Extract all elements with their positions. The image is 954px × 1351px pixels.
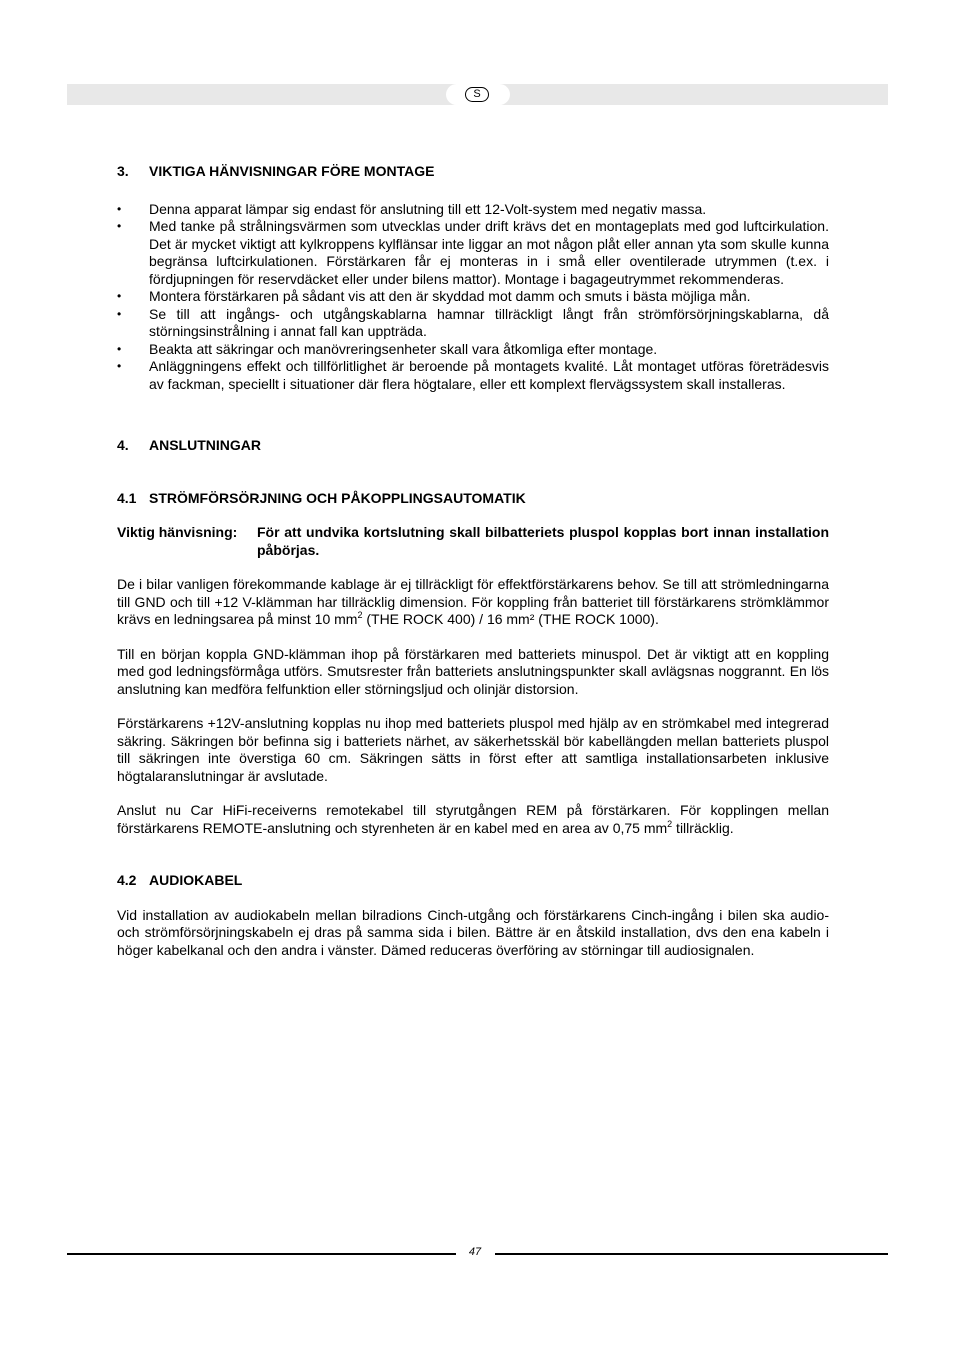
list-item: • Montera förstärkaren på sådant vis att den är skyddad mot damm och smuts i bästa möjliga mån. xyxy=(117,288,751,304)
list-item: • Anläggningens effekt och tillförlitlighet är beroende på montagets kvalité. Låt montaget utföras företrädesvis av fackman, speciellt i situationer där flera högtalare, eller ett komplext flervägssystem skall installeras. xyxy=(117,358,829,392)
bullet-icon: • xyxy=(117,359,122,373)
page-number: 47 xyxy=(468,1246,482,1258)
paragraph-audio-cable: Vid installation av audiokabeln mellan bilradions Cinch-utgång och förstärkarens Cinch-ingång i bilen ska audio- och strömförsörjningskabeln ej dras på samma sida i bilen. Bättre är en åtskild installation, dvs den ena kabeln i höger kabelkanal och den andra i vänster. Dämed reduceras överföring av störningar till audiosignalen. xyxy=(117,906,829,958)
list-item: • Se till att ingångs- och utgångskablarna hamnar tillräckligt långt från strömförsörjningskablarna, då störningsinstrålning i annat fall kan uppträda. xyxy=(117,305,829,339)
bullet-icon: • xyxy=(117,201,122,216)
bullet-icon: • xyxy=(117,341,122,356)
montage-bullet-list xyxy=(117,201,829,394)
section-heading-4: 4. ANSLUTNINGAR xyxy=(117,437,261,453)
language-badge: S xyxy=(465,87,489,102)
footer-rule-right xyxy=(495,1253,888,1255)
list-item: • Beakta att säkringar och manövreringsenheter skall vara åtkomliga efter montage. xyxy=(117,340,658,357)
paragraph-12v-connection: Förstärkarens +12V-anslutning kopplas nu ihop med batteriets pluspol med hjälp av en strömkabel med integrerad säkring. Säkringen bör befinna sig i batteriets närhet, av säkerhetsskäl bör kabellängden mellan batteriets pluspol till säkringen inte överstiga 60 cm. Säkringen sätts in först efter att samtliga installationsarbeten inklusive högtalaranslutningar är avslutade. xyxy=(117,715,829,784)
list-item: • Med tanke på strålningsvärmen som utvecklas under drift krävs det en montageplats med god luftcirkulation. Det är mycket viktigt att kylkroppens kylflänsar inte liggar an mot någon plåt eller annan yta som skulle kunna begränsa luftcirkulationen. Förstärkaren får ej monteras in i små eller oventilerade utrymmen (t.ex. i fördjupningen för reservdäcket eller under bilens mattor). Montage i bagageutrymmet rekommenderas. xyxy=(117,218,829,287)
list-item: • Denna apparat lämpar sig endast för anslutning till ett 12-Volt-system med negativ massa. xyxy=(117,200,707,217)
section-heading-3: 3. VIKTIGA HÄNVISNINGAR FÖRE MONTAGE xyxy=(117,163,435,179)
paragraph-gnd-connection: Till en början koppla GND-klämman ihop på förstärkaren med batteriets minuspol. Det är viktigt att en koppling med god ledningsförmåga utförs. Smutsrester från batteriets anslutningspunkter skall avlägsnas noggrannt. En lös anslutning kan medföra felfunktion eller störningsljud och olinjär distorsion. xyxy=(117,645,829,697)
bullet-icon: • xyxy=(117,289,122,303)
paragraph-remote-connection: Anslut nu Car HiFi-receiverns remotekabel till styrutgången REM på förstärkaren. För kopplingen mellan förstärkarens REMOTE-anslutning och styrenheten är en kabel med en area av 0,75 $mm^2$ tillräcklig. xyxy=(117,802,829,836)
paragraph-cable-dimension: De i bilar vanligen förekommande kablage är ej tillräckligt för effektförstärkarens behov. Se till att strömledningarna till GND och till +12 V-klämman har tillräcklig dimension. För koppling från batteriet till förstärkarens strömklämmor krävs en ledningsarea på minst 10 $mm^2$ (THE ROCK 400) / 16 mm² (THE ROCK 1000). xyxy=(117,576,829,627)
bullet-icon: • xyxy=(117,219,122,233)
footer-rule-left xyxy=(67,1253,456,1255)
page-content xyxy=(117,163,829,959)
bullet-icon: • xyxy=(117,306,122,321)
important-note: Viktig hänvisning: För att undvika kortslutning skall bilbatteriets pluspol kopplas bort innan installation påbörjas. xyxy=(117,524,829,558)
section-heading-4-1: 4.1 STRÖMFÖRSÖRJNING OCH PÅKOPPLINGSAUTOMATIK xyxy=(117,489,526,506)
section-heading-4-2: 4.2 AUDIOKABEL xyxy=(117,872,243,888)
